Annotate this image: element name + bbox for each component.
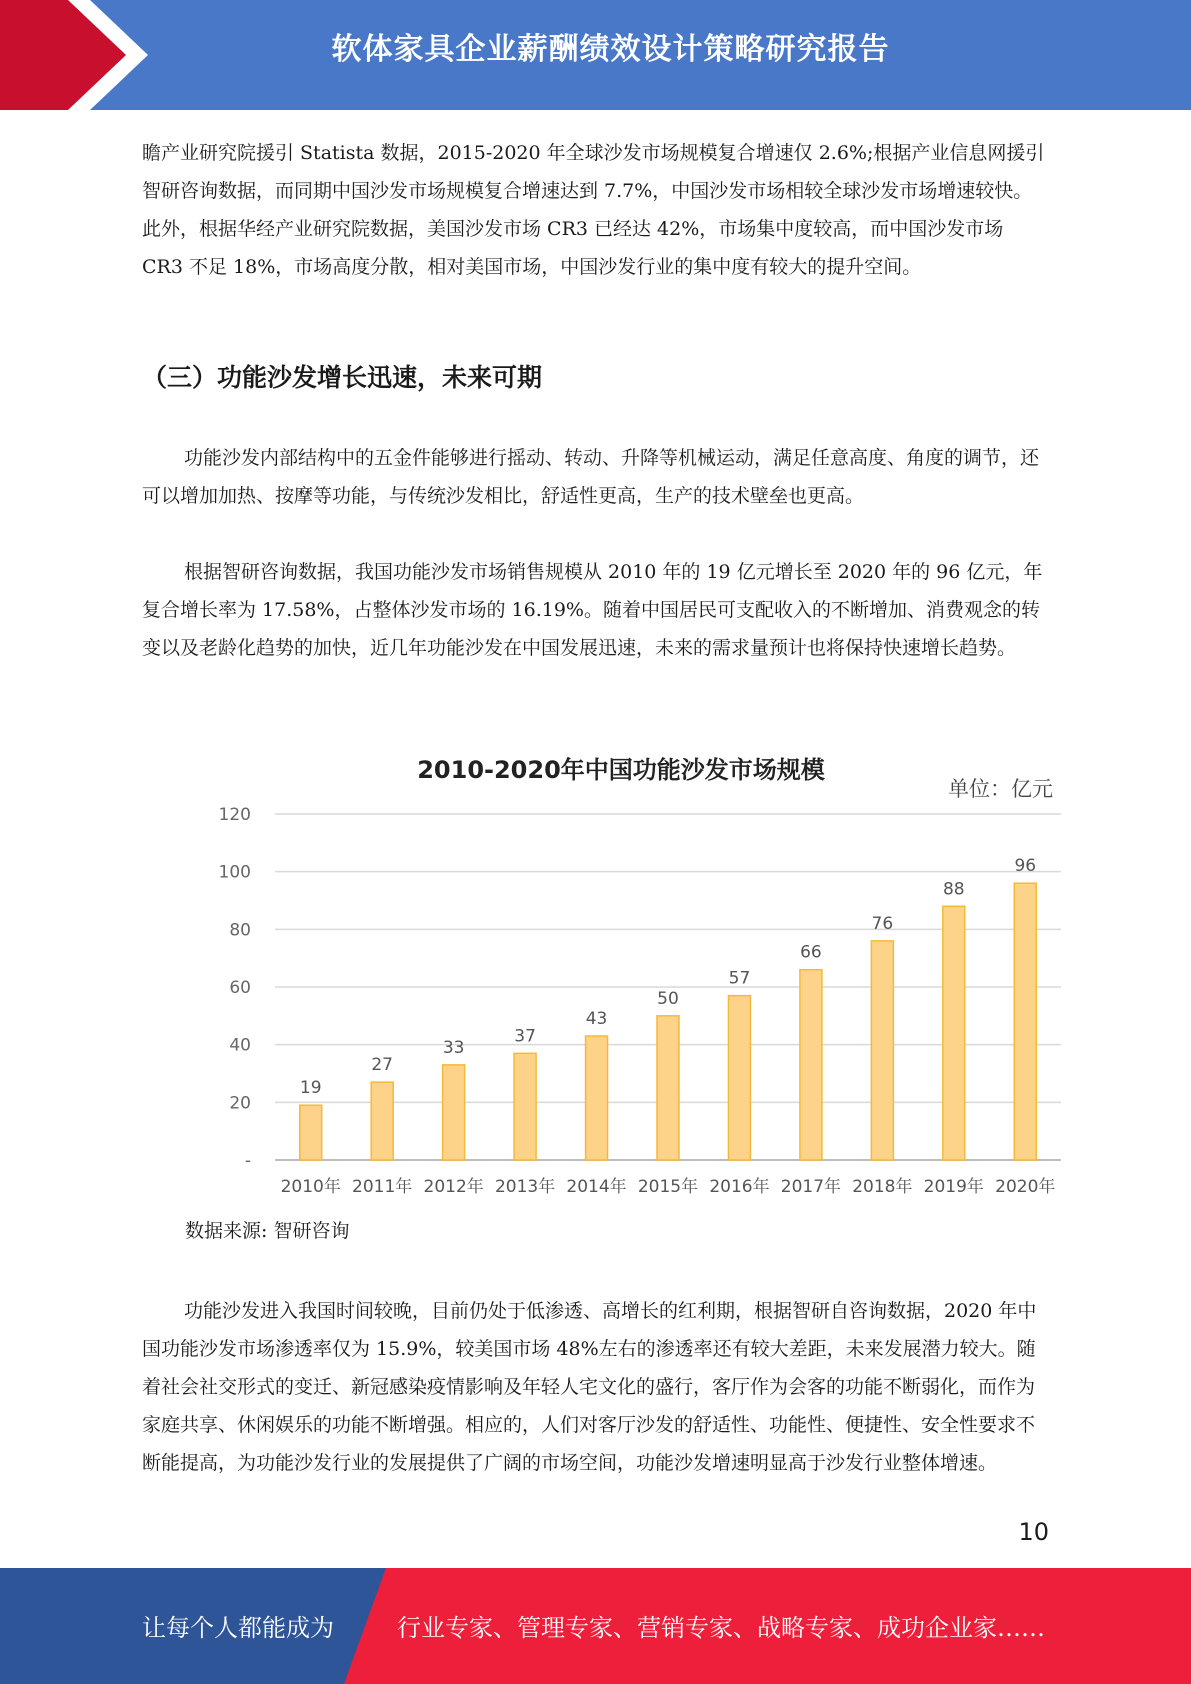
bar — [514, 1053, 536, 1160]
chart-title: 2010-2020年中国功能沙发市场规模 — [417, 756, 825, 784]
chart-unit-label: 单位：亿元 — [948, 777, 1053, 801]
bar-value-label: 37 — [514, 1026, 536, 1047]
y-tick-label: 100 — [218, 862, 251, 883]
bar — [800, 970, 822, 1160]
x-tick-label: 2015年 — [637, 1177, 699, 1197]
bar-value-label: 27 — [371, 1055, 394, 1076]
x-tick-label: 2017年 — [780, 1177, 842, 1197]
bar — [443, 1065, 465, 1160]
bar — [1014, 883, 1036, 1160]
bar — [586, 1036, 608, 1160]
footer-slogan-right: 行业专家、管理专家、营销专家、战略专家、成功企业家…… — [397, 1614, 1045, 1642]
bar-value-label: 50 — [657, 988, 679, 1009]
paragraph-2: 功能沙发内部结构中的五金件能够进行摇动、转动、升降等机械运动，满足任意高度、角度的调节，还可以增加加热、按摩等功能，与传统沙发相比，舒适性更高，生产的技术壁垒也更高。 — [142, 447, 1040, 507]
y-tick-label: 20 — [229, 1093, 251, 1114]
report-title: 软体家具企业薪酬绩效设计策略研究报告 — [331, 32, 890, 67]
y-tick-label: 120 — [218, 805, 251, 825]
bar-value-label: 96 — [1014, 856, 1037, 877]
y-tick-label: 60 — [229, 978, 251, 998]
page-number: 10 — [1018, 1518, 1049, 1546]
bar — [657, 1016, 679, 1160]
bar-value-label: 33 — [442, 1037, 465, 1058]
bar-value-label: 43 — [585, 1009, 608, 1030]
x-tick-label: 2013年 — [494, 1177, 556, 1197]
data-source-note: 数据来源: 智研咨询 — [185, 1220, 350, 1242]
page-header — [0, 0, 1191, 110]
bar — [871, 941, 893, 1160]
bar — [371, 1082, 393, 1160]
market-size-bar-chart — [185, 740, 1085, 1210]
bar-value-label: 88 — [942, 879, 965, 900]
x-tick-label: 2016年 — [709, 1177, 770, 1197]
x-tick-label: 2019年 — [923, 1177, 984, 1197]
y-tick-label: - — [244, 1151, 251, 1171]
bar — [728, 996, 750, 1160]
bar — [943, 906, 965, 1160]
x-tick-label: 2020年 — [995, 1177, 1056, 1197]
y-tick-label: 40 — [229, 1035, 251, 1056]
x-tick-label: 2012年 — [423, 1177, 484, 1197]
x-tick-label: 2011年 — [352, 1177, 413, 1197]
bar — [300, 1105, 322, 1160]
paragraph-1: 瞻产业研究院援引 Statista 数据，2015-2020 年全球沙发市场规模复合增速仅 2.6%;根据产业信息网援引智研咨询数据，而同期中国沙发市场规模复合增速达到 7.7%，中国沙发市场相较全球沙发市场增速较快。此外，根据华经产业研究院数据，美国沙发市场 CR3 已经达 42%，市场集中度较高，而中国沙发市场 CR3 不足 18%，市场高度分散，相对美国市场，中国沙发行业的集中度有较大的提升空间。 — [142, 142, 1045, 278]
section-heading: （三）功能沙发增长迅速，未来可期 — [142, 363, 543, 392]
paragraph-4: 功能沙发进入我国时间较晚，目前仍处于低渗透、高增长的红利期，根据智研自咨询数据，2020 年中国功能沙发市场渗透率仅为 15.9%，较美国市场 48%左右的渗透率还有较大差距，未来发展潜力较大。随着社会社交形式的变迁、新冠感染疫情影响及年轻人宅文化的盛行，客厅作为会客的功能不断弱化，而作为家庭共享、休闲娱乐的功能不断增强。相应的，人们对客厅沙发的舒适性、功能性、便捷性、安全性要求不断能提高，为功能沙发行业的发展提供了广阔的市场空间，功能沙发增速明显高于沙发行业整体增速。 — [142, 1300, 1037, 1474]
bar-value-label: 57 — [728, 968, 751, 989]
y-tick-label: 80 — [229, 920, 251, 941]
bar-value-label: 76 — [871, 913, 894, 934]
paragraph-3: 根据智研咨询数据，我国功能沙发市场销售规模从 2010 年的 19 亿元增长至 2020 年的 96 亿元，年复合增长率为 17.58%，占整体沙发市场的 16.19%。随着中国居民可支配收入的不断增加、消费观念的转变以及老龄化趋势的加快，近几年功能沙发在中国发展迅速，未来的需求量预计也将保持快速增长趋势。 — [142, 561, 1043, 659]
footer-slogan-left: 让每个人都能成为 — [142, 1614, 334, 1642]
bar-value-label: 19 — [299, 1078, 322, 1099]
x-tick-label: 2010年 — [280, 1177, 341, 1197]
bar-value-label: 66 — [800, 942, 822, 963]
x-tick-label: 2018年 — [852, 1177, 913, 1197]
x-tick-label: 2014年 — [566, 1177, 627, 1197]
